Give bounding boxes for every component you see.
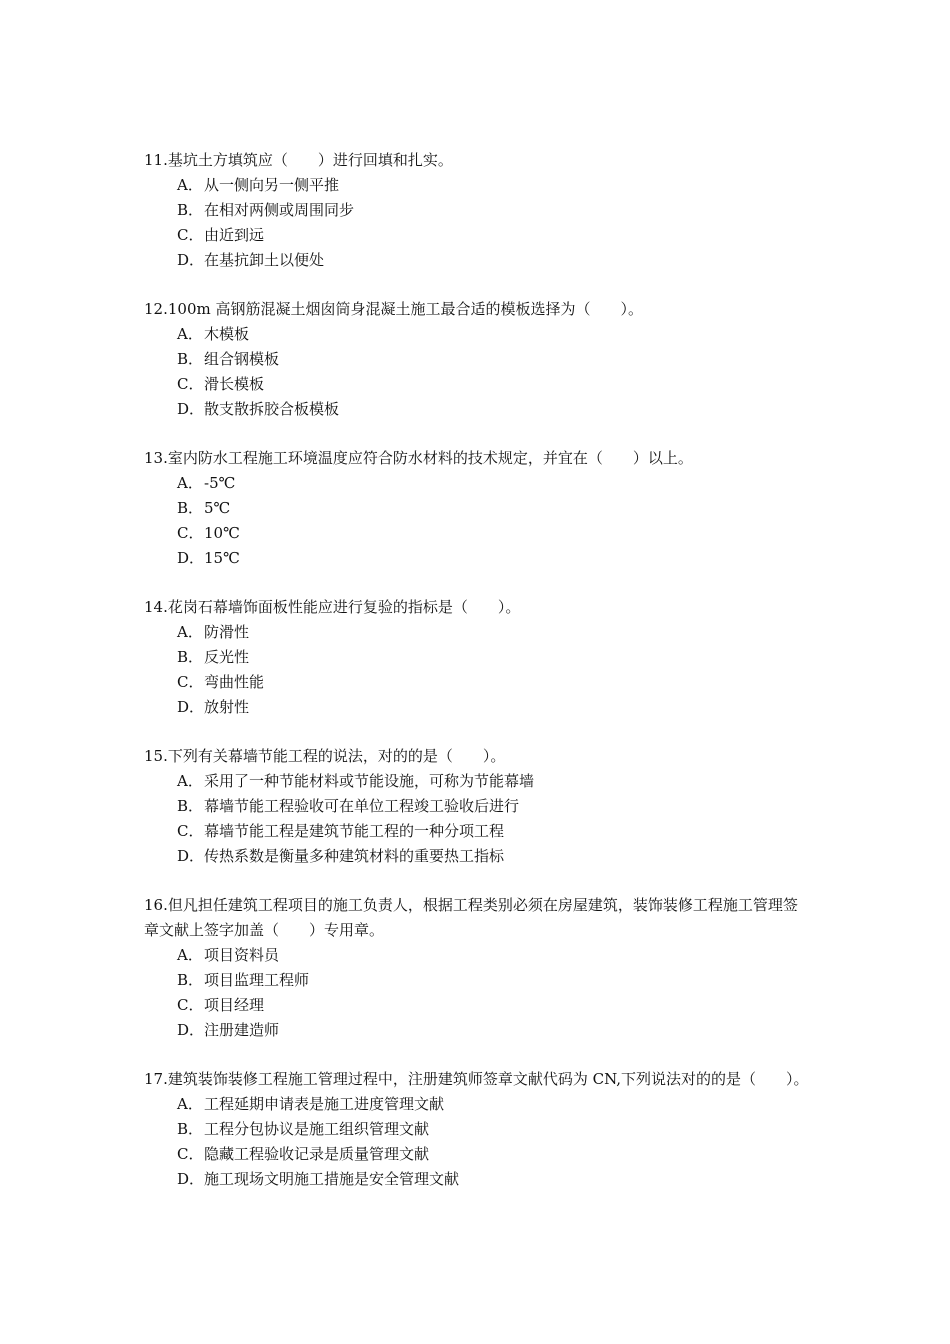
option-text: 幕墙节能工程验收可在单位工程竣工验收后进行 (204, 797, 520, 815)
option-item (144, 173, 810, 198)
option-text: 组合钢模板 (204, 350, 280, 368)
option-letter: B． (177, 648, 204, 666)
option-text: 滑长模板 (204, 375, 265, 393)
option-text: 隐藏工程验收记录是质量管理文献 (204, 1145, 430, 1163)
option-letter: B． (177, 1120, 204, 1138)
option-letter: B． (177, 350, 204, 368)
option-item (144, 1018, 810, 1043)
option-letter: C． (177, 996, 204, 1014)
option-letter: C． (177, 524, 204, 542)
option-text: 工程分包协议是施工组织管理文献 (204, 1120, 430, 1138)
option-letter: B． (177, 499, 204, 517)
option-letter: C． (177, 375, 204, 393)
option-item (144, 546, 810, 571)
question-17 (144, 1067, 810, 1192)
option-list (144, 769, 810, 869)
option-item (144, 198, 810, 223)
option-text: 从一侧向另一侧平推 (204, 176, 340, 194)
option-list (144, 322, 810, 422)
option-item (144, 496, 810, 521)
option-text: 由近到远 (204, 226, 265, 244)
question-13 (144, 446, 810, 571)
option-item (144, 1092, 810, 1117)
option-item (144, 397, 810, 422)
option-letter: D． (177, 1021, 205, 1039)
option-item (144, 769, 810, 794)
option-item (144, 943, 810, 968)
question-stem: 14.花岗石幕墙饰面板性能应进行复验的指标是（ ）。 (144, 598, 521, 616)
option-item (144, 1167, 810, 1192)
option-item (144, 620, 810, 645)
option-text: 10℃ (204, 524, 240, 542)
option-text: 在相对两侧或周围同步 (204, 201, 355, 219)
option-item (144, 1117, 810, 1142)
question-stem: 11.基坑土方填筑应（ ）进行回填和扎实。 (144, 151, 453, 169)
question-16 (144, 893, 810, 1043)
option-item (144, 968, 810, 993)
option-item (144, 347, 810, 372)
option-letter: D． (177, 549, 205, 567)
question-stem: 17.建筑装饰装修工程施工管理过程中，注册建筑师签章文献代码为 CN,下列说法对的的是（ ）。 (144, 1070, 809, 1088)
option-text: 工程延期申请表是施工进度管理文献 (204, 1095, 445, 1113)
option-item (144, 670, 810, 695)
option-item (144, 819, 810, 844)
option-text: 15℃ (204, 549, 240, 567)
option-letter: A． (177, 623, 203, 641)
option-text: 弯曲性能 (204, 673, 265, 691)
option-item (144, 1142, 810, 1167)
option-text: 施工现场文明施工措施是安全管理文献 (204, 1170, 460, 1188)
option-text: 放射性 (204, 698, 250, 716)
option-item (144, 695, 810, 720)
question-15 (144, 744, 810, 869)
question-stem: 12.100m 高钢筋混凝土烟囱筒身混凝土施工最合适的模板选择为（ ）。 (144, 300, 643, 318)
option-list (144, 943, 810, 1043)
option-list (144, 173, 810, 273)
option-text: -5℃ (204, 474, 236, 492)
question-12 (144, 297, 810, 422)
option-letter: D． (177, 1170, 205, 1188)
option-item (144, 844, 810, 869)
option-text: 木模板 (204, 325, 250, 343)
option-item (144, 993, 810, 1018)
option-text: 传热系数是衡量多种建筑材料的重要热工指标 (204, 847, 505, 865)
option-letter: D． (177, 251, 205, 269)
option-item (144, 223, 810, 248)
question-list (144, 148, 810, 1216)
option-letter: A． (177, 1095, 203, 1113)
question-stem: 16.但凡担任建筑工程项目的施工负责人，根据工程类别必须在房屋建筑，装饰装修工程施工管理签章文献上签字加盖（ ）专用章。 (144, 896, 798, 939)
option-item (144, 248, 810, 273)
option-list (144, 620, 810, 720)
question-14 (144, 595, 810, 720)
option-text: 幕墙节能工程是建筑节能工程的一种分项工程 (204, 822, 505, 840)
option-text: 散支散拆胶合板模板 (204, 400, 340, 418)
option-text: 5℃ (204, 499, 231, 517)
option-letter: D． (177, 400, 205, 418)
option-letter: A． (177, 946, 203, 964)
option-text: 注册建造师 (204, 1021, 280, 1039)
question-11 (144, 148, 810, 273)
option-text: 反光性 (204, 648, 250, 666)
option-letter: A． (177, 474, 203, 492)
question-stem: 15.下列有关幕墙节能工程的说法，对的的是（ ）。 (144, 747, 506, 765)
option-item (144, 521, 810, 546)
option-text: 项目资料员 (204, 946, 280, 964)
option-text: 防滑性 (204, 623, 250, 641)
option-item (144, 322, 810, 347)
option-letter: A． (177, 176, 203, 194)
option-letter: A． (177, 325, 203, 343)
option-letter: B． (177, 797, 204, 815)
option-letter: D． (177, 698, 205, 716)
option-text: 项目经理 (204, 996, 265, 1014)
option-letter: C． (177, 1145, 204, 1163)
option-text: 在基抗卸土以便处 (204, 251, 325, 269)
option-letter: B． (177, 201, 204, 219)
question-stem: 13.室内防水工程施工环境温度应符合防水材料的技术规定，并宜在（ ）以上。 (144, 449, 693, 467)
option-text: 项目监理工程师 (204, 971, 310, 989)
option-list (144, 471, 810, 571)
option-item (144, 794, 810, 819)
option-item (144, 645, 810, 670)
option-letter: B． (177, 971, 204, 989)
option-item (144, 471, 810, 496)
option-letter: C． (177, 822, 204, 840)
option-letter: C． (177, 673, 204, 691)
option-text: 采用了一种节能材料或节能设施，可称为节能幕墙 (204, 772, 535, 790)
option-list (144, 1092, 810, 1192)
option-letter: D． (177, 847, 205, 865)
option-letter: C． (177, 226, 204, 244)
option-letter: A． (177, 772, 203, 790)
option-item (144, 372, 810, 397)
